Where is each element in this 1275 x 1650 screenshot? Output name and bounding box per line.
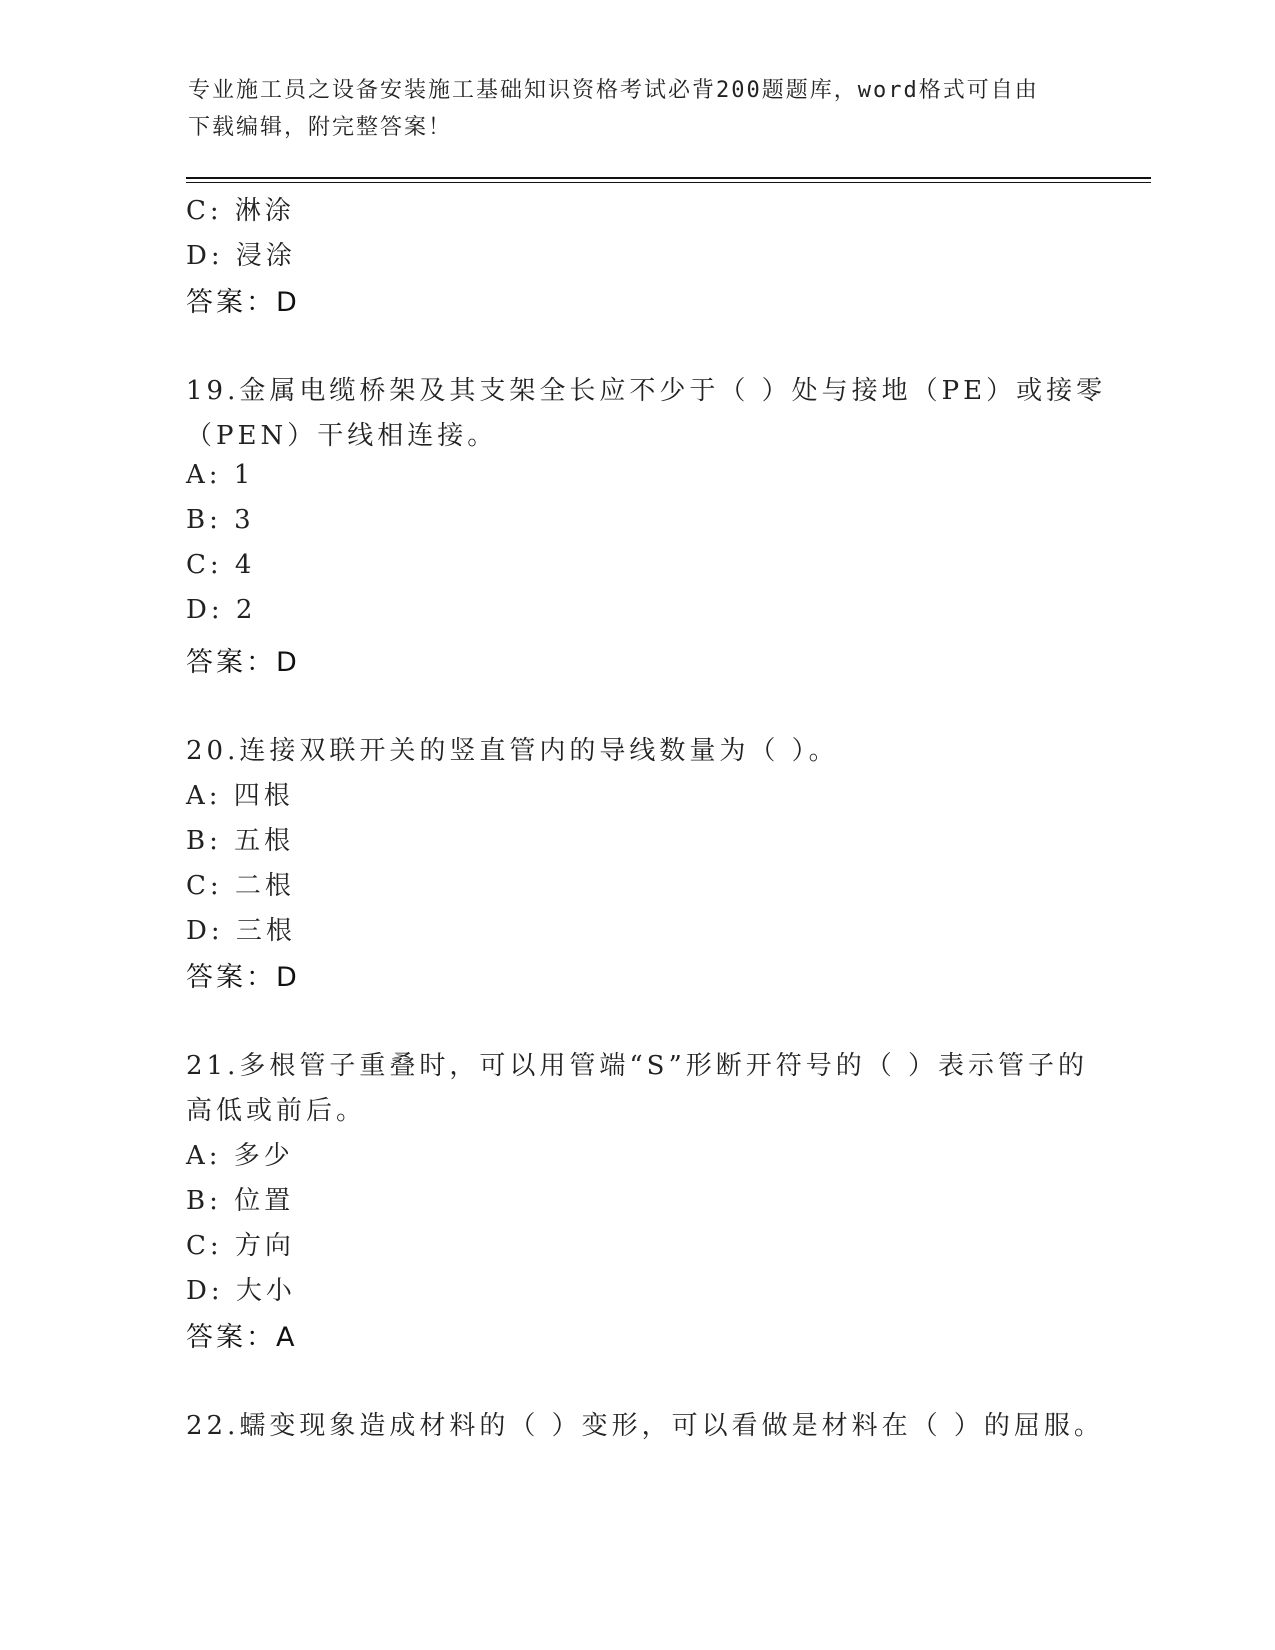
q21-option-a: A: 多少 (186, 1141, 294, 1171)
header-line-1: 专业施工员之设备安装施工基础知识资格考试必背200题题库，word格式可自由 (188, 78, 1039, 103)
q19-stem-line-2: （PEN）干线相连接。 (186, 421, 498, 451)
q21-answer: 答案：A (186, 1322, 298, 1353)
q19-answer: 答案：D (186, 647, 300, 678)
header-divider-thick (186, 177, 1151, 179)
q20-option-d: D: 三根 (186, 916, 296, 946)
q20-option-a: A: 四根 (186, 781, 294, 811)
q21-option-d: D: 大小 (186, 1276, 296, 1306)
header-line-2: 下载编辑，附完整答案！ (188, 115, 453, 140)
q18-answer: 答案：D (186, 287, 300, 318)
q20-stem-line-1: 20.连接双联开关的竖直管内的导线数量为（ ）。 (186, 736, 839, 766)
q21-stem-line-2: 高低或前后。 (186, 1096, 367, 1126)
q19-option-b: B: 3 (186, 505, 255, 535)
q22-stem-line-1: 22.蠕变现象造成材料的（ ）变形，可以看做是材料在（ ）的屈服。 (186, 1411, 1104, 1441)
header-divider-thin (186, 182, 1151, 183)
q18-option-c: C: 淋涂 (186, 196, 295, 226)
q19-stem-line-1: 19.金属电缆桥架及其支架全长应不少于（ ）处与接地（PE）或接零 (186, 376, 1107, 406)
document-header (188, 72, 1068, 146)
q19-option-d: D: 2 (186, 595, 257, 625)
q21-stem-line-1: 21.多根管子重叠时，可以用管端“S”形断开符号的（ ）表示管子的 (186, 1051, 1089, 1081)
q21-option-c: C: 方向 (186, 1231, 295, 1261)
q19-option-a: A: 1 (186, 460, 255, 490)
q20-answer: 答案：D (186, 962, 300, 993)
q18-option-d: D: 浸涂 (186, 241, 296, 271)
q20-option-c: C: 二根 (186, 871, 295, 901)
q21-option-b: B: 位置 (186, 1186, 295, 1216)
q19-option-c: C: 4 (186, 550, 256, 580)
q20-option-b: B: 五根 (186, 826, 295, 856)
